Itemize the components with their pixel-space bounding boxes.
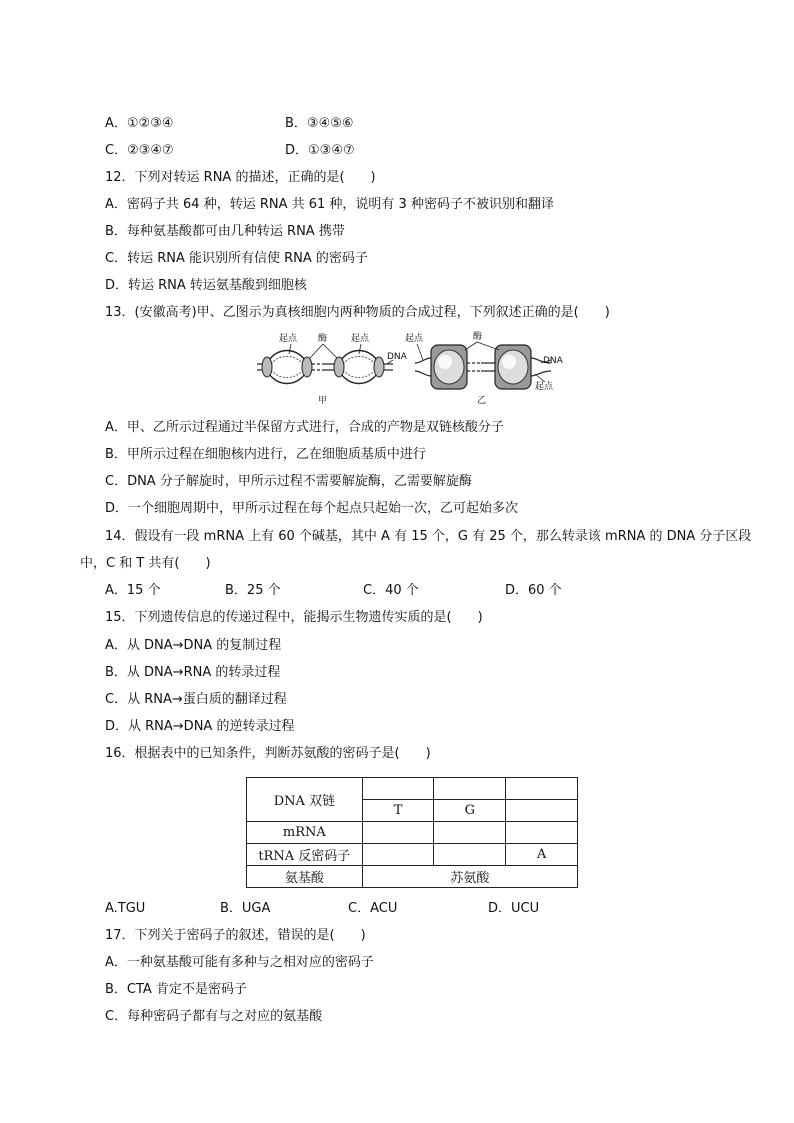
q15-stem: 15．下列遗传信息的传递过程中，能揭示生物遗传实质的是( ) — [105, 610, 483, 625]
jia-origin-right-label: 起点 — [351, 334, 370, 344]
q17-stem: 17．下列关于密码子的叙述，错误的是( ) — [105, 928, 366, 943]
q14-stem-line1: 14．假设有一段 mRNA 上有 60 个碱基，其中 A 有 15 个，G 有 25 个，那么转录该 mRNA 的 DNA 分子区段 — [105, 529, 752, 544]
mrna-cell — [434, 822, 506, 844]
yi-caption: 乙 — [477, 396, 487, 406]
trna-cell — [434, 844, 506, 866]
q16-option-d: D．UCU — [488, 901, 540, 916]
q17-option-a: A．一种氨基酸可能有多种与之相对应的密码子 — [105, 955, 374, 970]
q16-stem: 16．根据表中的已知条件，判断苏氨酸的密码子是( ) — [105, 746, 431, 761]
yi-enzyme-label: 酶 — [473, 332, 483, 342]
trna-cell: A — [506, 844, 578, 866]
q16-table — [246, 777, 578, 888]
jia-origin-left-label: 起点 — [279, 334, 298, 344]
mrna-cell — [362, 822, 434, 844]
q17-option-c: C．每种密码子都有与之对应的氨基酸 — [105, 1009, 323, 1024]
q12-stem: 12．下列对转运 RNA 的描述，正确的是( ) — [105, 170, 376, 185]
q12-option-d: D．转运 RNA 转运氨基酸到细胞核 — [105, 278, 307, 293]
q11-option-a: A．①②③④ — [105, 116, 174, 131]
jia-caption: 甲 — [318, 396, 328, 406]
dna-cell — [434, 778, 506, 800]
q17-option-b: B．CTA 肯定不是密码子 — [105, 982, 247, 997]
mrna-cell — [506, 822, 578, 844]
q14-option-d: D．60 个 — [505, 583, 562, 598]
q15-option-a: A．从 DNA→DNA 的复制过程 — [105, 638, 282, 653]
q16-option-b: B．UGA — [220, 901, 271, 916]
figure-yi — [405, 330, 564, 406]
trna-cell — [362, 844, 434, 866]
q14-option-a: A．15 个 — [105, 583, 161, 598]
dna-cell — [362, 778, 434, 800]
q13-option-c: C．DNA 分子解旋时，甲所示过程不需要解旋酶，乙需要解旋酶 — [105, 474, 472, 489]
q13-option-a: A．甲、乙所示过程通过半保留方式进行，合成的产物是双链核酸分子 — [105, 420, 504, 435]
q13-figure — [255, 330, 575, 408]
mrna-label-cell: mRNA — [247, 822, 363, 844]
q13-option-b: B．甲所示过程在细胞核内进行，乙在细胞质基质中进行 — [105, 447, 426, 462]
yi-origin-bottom-label: 起点 — [535, 382, 554, 392]
amino-acid-value-cell: 苏氨酸 — [362, 866, 577, 888]
yi-origin-label: 起点 — [405, 334, 424, 344]
q13-option-d: D．一个细胞周期中，甲所示过程在每个起点只起始一次，乙可起始多次 — [105, 501, 519, 516]
amino-acid-label-cell: 氨基酸 — [247, 866, 363, 888]
figure-jia — [257, 332, 408, 406]
q15-option-d: D．从 RNA→DNA 的逆转录过程 — [105, 719, 295, 734]
dna-cell — [506, 778, 578, 800]
q16-option-a: A.TGU — [105, 901, 146, 916]
q14-option-c: C．40 个 — [363, 583, 419, 598]
q11-option-c: C．②③④⑦ — [105, 143, 174, 158]
yi-dna-label: DNA — [543, 356, 563, 366]
q11-option-b: B．③④⑤⑥ — [285, 116, 354, 131]
q14-option-b: B．25 个 — [225, 583, 281, 598]
q13-stem: 13．(安徽高考)甲、乙图示为真核细胞内两种物质的合成过程，下列叙述正确的是( ) — [105, 305, 610, 320]
q12-option-c: C．转运 RNA 能识别所有信使 RNA 的密码子 — [105, 251, 368, 266]
trna-label-cell: tRNA 反密码子 — [247, 844, 363, 866]
jia-dna-label: DNA — [387, 352, 407, 362]
dna-cell: T — [362, 800, 434, 822]
dna-label-cell: DNA 双链 — [247, 778, 363, 822]
jia-enzyme-label: 酶 — [318, 334, 328, 344]
q14-stem-line2: 中，C 和 T 共有( ) — [80, 556, 211, 571]
q15-option-c: C．从 RNA→蛋白质的翻译过程 — [105, 692, 287, 707]
dna-cell: G — [434, 800, 506, 822]
q15-option-b: B．从 DNA→RNA 的转录过程 — [105, 665, 281, 680]
dna-cell — [506, 800, 578, 822]
q12-option-b: B．每种氨基酸都可由几种转运 RNA 携带 — [105, 224, 345, 239]
q11-option-d: D．①③④⑦ — [285, 143, 355, 158]
q16-option-c: C．ACU — [348, 901, 398, 916]
q12-option-a: A．密码子共 64 种，转运 RNA 共 61 种，说明有 3 种密码子不被识别和翻译 — [105, 197, 554, 212]
